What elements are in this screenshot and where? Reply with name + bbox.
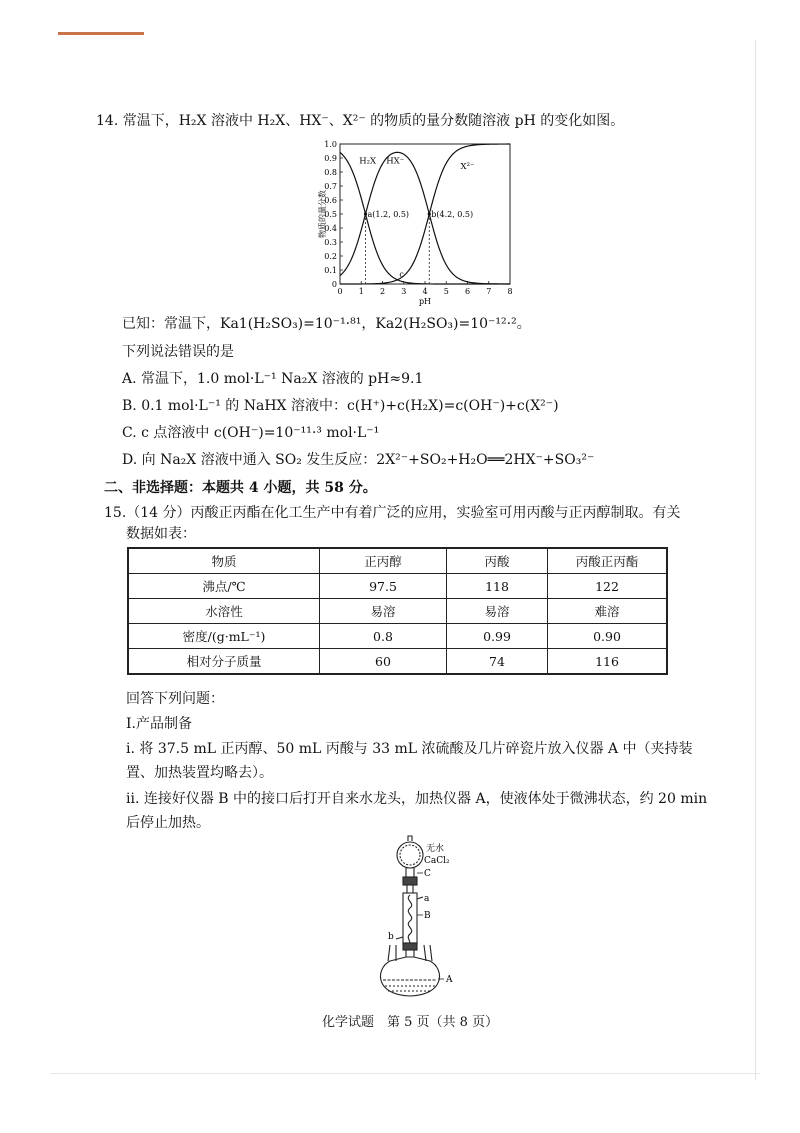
q15-answer-prompt: 回答下列问题：: [126, 691, 224, 707]
point-a-label: a(1.2, 0.5): [367, 210, 410, 219]
table-cell: 116: [548, 649, 668, 675]
label-a: a: [424, 894, 430, 904]
table-cell: 97.5: [320, 574, 447, 599]
q15-step1-line1: i. 将 37.5 mL 正丙醇、50 mL 丙酸与 33 mL 浓硫酸及几片碎瓷片放入仪器 A 中（夹持装: [126, 741, 693, 757]
table-cell: 60: [320, 649, 447, 675]
x-tick-label: 7: [486, 287, 492, 296]
series-label: X²⁻: [460, 162, 475, 173]
table-cell: 0.99: [447, 624, 548, 649]
q14-known: 已知：常温下，Ka1(H₂SO₃)=10⁻¹·⁸¹，Ka2(H₂SO₃)=10⁻¹²·²。: [122, 316, 531, 332]
x-tick-label: 4: [422, 287, 428, 296]
condenser-joint: [403, 943, 417, 950]
page-bottom-rule: [50, 1073, 760, 1074]
liquid-fill: [385, 986, 435, 991]
table-cell: 易溶: [320, 599, 447, 624]
y-tick-label: 0.2: [324, 252, 337, 261]
label-B: B: [424, 911, 431, 921]
label-A: A: [446, 975, 453, 985]
q15-intro-line2: 数据如表：: [126, 526, 196, 542]
label-b: b: [388, 932, 394, 942]
table-row: [128, 574, 667, 599]
table-header-cell: 丙酸: [447, 548, 548, 574]
drying-tube-top: [408, 836, 412, 841]
y-tick-label: 1.0: [324, 140, 337, 149]
section-2-title: 二、非选择题：本题共 4 小题，共 58 分。: [104, 480, 377, 496]
page-footer: 化学试题 第 5 页（共 8 页）: [322, 1015, 499, 1030]
table-row: [128, 649, 667, 675]
q15-part1-title: Ⅰ.产品制备: [126, 716, 192, 732]
table-cell: 0.90: [548, 624, 668, 649]
condenser-jacket: [403, 893, 417, 943]
flask-body: [380, 957, 439, 996]
table-row: [128, 599, 667, 624]
table-header-row: [128, 548, 667, 574]
q14-option-c: C. c 点溶液中 c(OH⁻)=10⁻¹¹·³ mol·L⁻¹: [122, 425, 380, 441]
q14-prompt: 下列说法错误的是: [122, 344, 234, 360]
table-cell: 沸点/℃: [128, 574, 320, 599]
point-c-label: c: [399, 269, 404, 279]
flask-side-neck-right: [424, 945, 432, 961]
x-tick-label: 2: [379, 287, 386, 296]
x-tick-label: 0: [337, 287, 343, 296]
water-inlet-a: [417, 897, 423, 899]
y-tick-label: 0.6: [324, 196, 337, 205]
q15-intro-line1: 15.（14 分）丙酸正丙酯在化工生产中有着广泛的应用，实验室可用丙酸与正丙醇制取。有关: [104, 505, 681, 521]
table-cell: 相对分子质量: [128, 649, 320, 675]
y-tick-label: 0.9: [324, 154, 337, 163]
table-cell: 水溶性: [128, 599, 320, 624]
species-distribution-chart: [318, 138, 518, 310]
y-tick-label: 0.7: [324, 182, 337, 191]
x-tick-label: 8: [507, 287, 513, 296]
drying-tube-stem: [406, 868, 414, 877]
q14-option-b: B. 0.1 mol·L⁻¹ 的 NaHX 溶液中：c(H⁺)+c(H₂X)=c(OH⁻)+c(X²⁻): [122, 398, 559, 414]
table-cell: 74: [447, 649, 548, 675]
table-header-cell: 正丙醇: [320, 548, 447, 574]
y-tick-label: 0.3: [324, 238, 337, 247]
scan-artifact: [58, 32, 144, 35]
point-b-label: b(4.2, 0.5): [431, 210, 474, 219]
table-header-cell: 丙酸正丙酯: [548, 548, 668, 574]
table-cell: 难溶: [548, 599, 668, 624]
table-cell: 易溶: [447, 599, 548, 624]
connector-tube: [407, 885, 413, 893]
q15-step2-line1: ii. 连接好仪器 B 中的接口后打开自来水龙头，加热仪器 A，使液体处于微沸状态，约 20 min: [126, 791, 708, 807]
water-outlet-b: [396, 937, 403, 939]
x-tick-label: 5: [443, 287, 449, 296]
x-tick-label: 6: [464, 287, 471, 296]
drying-tube-bulb: [397, 842, 423, 868]
y-tick-label: 0.8: [324, 168, 337, 177]
label-drying-agent-1: 无水: [426, 844, 445, 854]
x-tick-label: 1: [358, 287, 364, 296]
condenser-coil: [408, 895, 412, 943]
x-axis-label: pH: [418, 297, 432, 306]
q14-option-d: D. 向 Na₂X 溶液中通入 SO₂ 发生反应：2X²⁻+SO₂+H₂O══2HX⁻+SO₃²⁻: [122, 452, 595, 468]
q14-stem: 14. 常温下，H₂X 溶液中 H₂X、HX⁻、X²⁻ 的物质的量分数随溶液 pH 的变化如图。: [96, 113, 625, 129]
q15-step2-line2: 后停止加热。: [126, 815, 210, 831]
table-cell: 密度/(g·mL⁻¹): [128, 624, 320, 649]
table-cell: 122: [548, 574, 668, 599]
flask-side-neck-left: [388, 945, 396, 961]
label-c: C: [424, 869, 431, 879]
page-edge: [755, 40, 756, 1080]
q15-step1-line2: 置、加热装置均略去）。: [126, 765, 273, 781]
table-cell: 0.8: [320, 624, 447, 649]
properties-table: [127, 547, 668, 675]
series-label: HX⁻: [386, 156, 405, 167]
label-drying-agent-2: CaCl₂: [424, 856, 450, 866]
y-tick-label: 0.4: [324, 224, 337, 233]
table-cell: 118: [447, 574, 548, 599]
y-tick-label: 0.5: [324, 210, 337, 219]
flask-neck: [406, 950, 414, 957]
apparatus-diagram: [360, 833, 480, 1001]
stopper-c: [403, 877, 417, 885]
table-row: [128, 624, 667, 649]
x-tick-label: 3: [401, 287, 407, 296]
q14-option-a: A. 常温下，1.0 mol·L⁻¹ Na₂X 溶液的 pH≈9.1: [122, 371, 424, 387]
y-tick-label: 0.1: [324, 266, 337, 275]
cacl2-fill: [400, 845, 420, 865]
table-header-cell: 物质: [128, 548, 320, 574]
series-label: H₂X: [359, 156, 377, 167]
y-tick-label: 0: [331, 280, 337, 289]
y-axis-label: 物质的量分数: [318, 190, 327, 238]
